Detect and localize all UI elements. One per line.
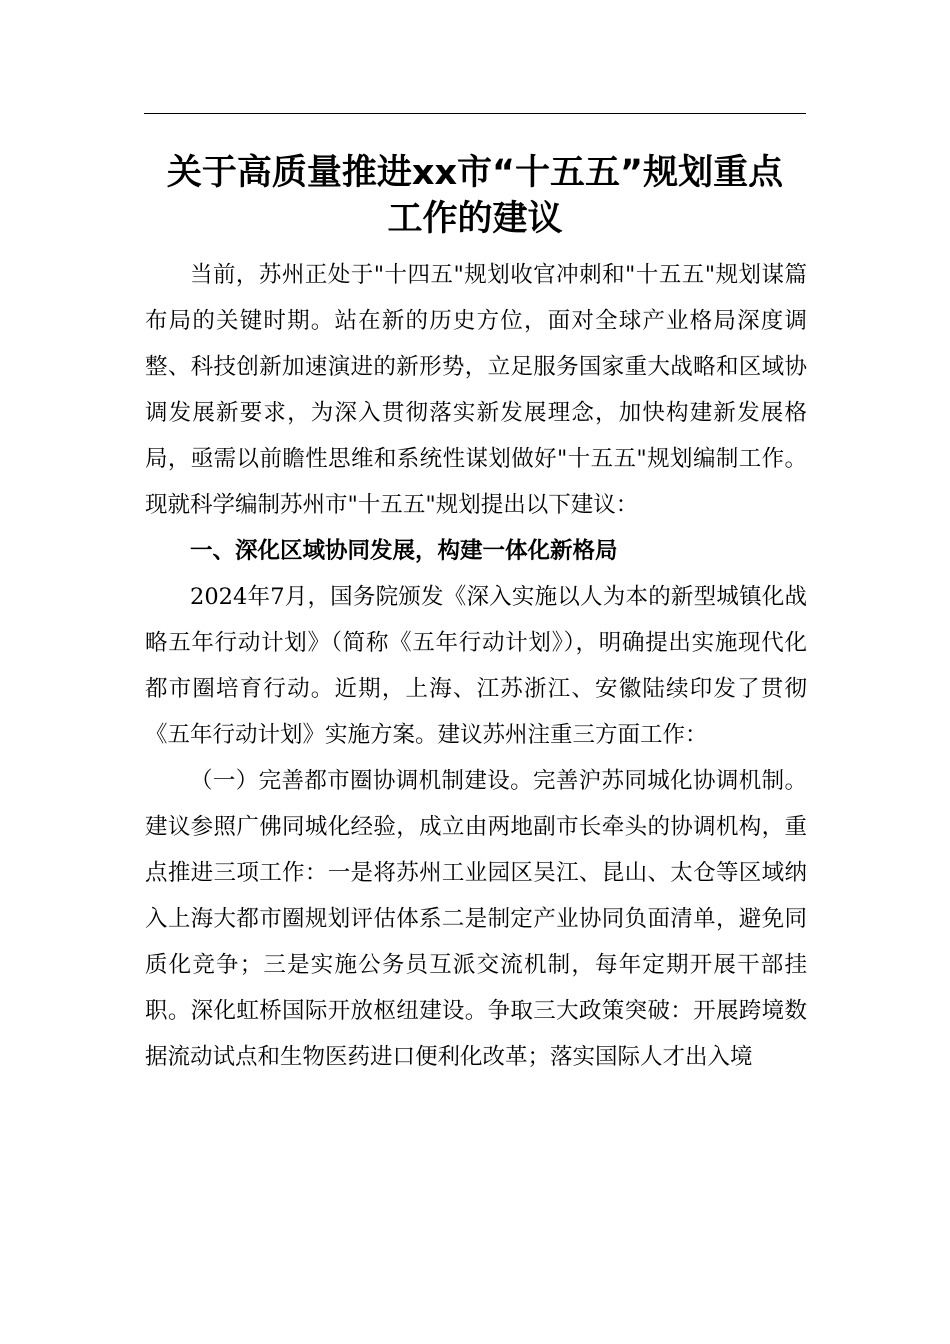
section-1-heading: 一、深化区域协同发展，构建一体化新格局 (190, 538, 618, 564)
section-1-paragraph: 2024年7月，国务院颁发《深入实施以人为本的新型城镇化战略五年行动计划》（简称《五年行动计划》），明确提出实施现代化都市圈培育行动。近期，上海、江苏浙江、安徽陆续印发了贯彻《五年行动计划》实施方案。建议苏州注重三方面工作： (145, 584, 807, 748)
document-title (120, 150, 830, 242)
title-line-2: 工作的建议 (387, 199, 563, 239)
title-line-1: 关于高质量推进xx市“十五五”规划重点 (166, 153, 784, 193)
document-body (145, 252, 807, 1080)
subsection-1-text: 完善沪苏同城化协调机制。建议参照广佛同城化经验，成立由两地副市长牵头的协调机构，重点推进三项工作：一是将苏州工业园区吴江、昆山、太仓等区域纳入上海大都市圈规划评估体系二是制定产业协同负面清单，避免同质化竞争；三是实施公务员互派交流机制，每年定期开展干部挂职。深化虹桥国际开放枢纽建设。争取三大政策突破：开展跨境数据流动试点和生物医药进口便利化改革；落实国际人才出入境 (145, 768, 807, 1070)
subsection-1-lead: （一）完善都市圈协调机制建设。 (190, 768, 533, 794)
top-rule (144, 113, 806, 114)
intro-paragraph: 当前，苏州正处于"十四五"规划收官冲刺和"十五五"规划谋篇布局的关键时期。站在新的历史方位，面对全球产业格局深度调整、科技创新加速演进的新形势，立足服务国家重大战略和区域协调发展新要求，为深入贯彻落实新发展理念，加快构建新发展格局，亟需以前瞻性思维和系统性谋划做好"十五五"规划编制工作。现就科学编制苏州市"十五五"规划提出以下建议： (145, 262, 807, 518)
subsection-1-paragraph (145, 758, 807, 1080)
